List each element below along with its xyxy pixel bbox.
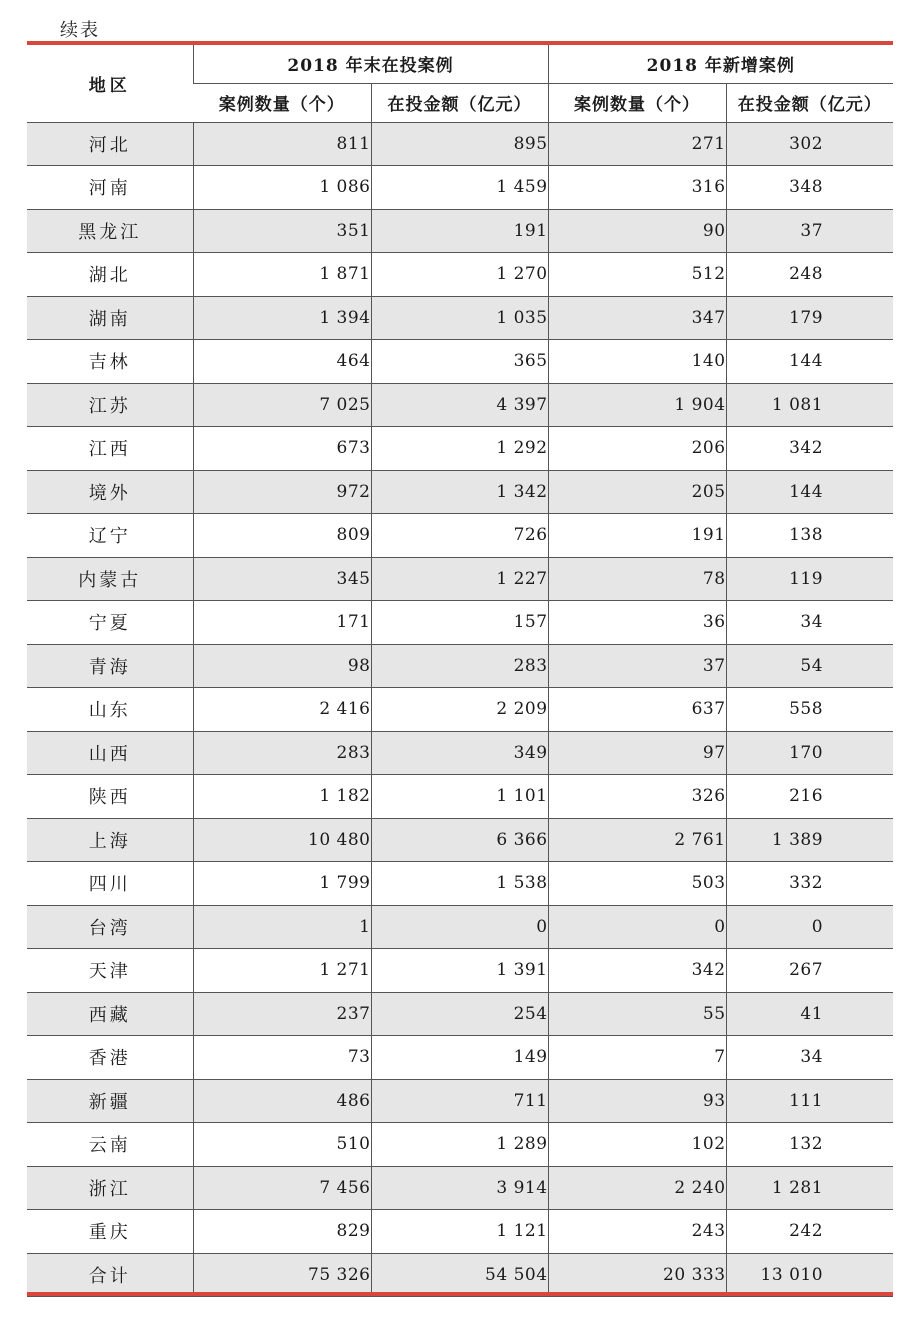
case-count-new-cell: 191 xyxy=(548,514,726,558)
region-cell: 宁夏 xyxy=(27,601,193,645)
amount-new-cell: 138 xyxy=(726,514,893,558)
case-count-new-cell: 102 xyxy=(548,1123,726,1167)
amount-end-cell: 1 121 xyxy=(371,1210,548,1254)
amount-end-cell: 1 270 xyxy=(371,253,548,297)
table-row xyxy=(27,688,893,732)
table-row xyxy=(27,601,893,645)
case-count-end-cell: 351 xyxy=(193,209,371,253)
table-row xyxy=(27,818,893,862)
amount-new-cell: 111 xyxy=(726,1079,893,1123)
region-cell: 合计 xyxy=(27,1253,193,1297)
amount-new-cell: 144 xyxy=(726,340,893,384)
region-cell: 浙江 xyxy=(27,1166,193,1210)
region-cell: 天津 xyxy=(27,949,193,993)
amount-new-cell: 558 xyxy=(726,688,893,732)
region-cell: 青海 xyxy=(27,644,193,688)
region-cell: 江苏 xyxy=(27,383,193,427)
case-count-new-cell: 7 xyxy=(548,1036,726,1080)
table-row xyxy=(27,731,893,775)
amount-new-cell: 248 xyxy=(726,253,893,297)
region-cell: 新疆 xyxy=(27,1079,193,1123)
case-count-new-cell: 36 xyxy=(548,601,726,645)
table-row xyxy=(27,296,893,340)
amount-new-cell: 242 xyxy=(726,1210,893,1254)
amount-end-cell: 2 209 xyxy=(371,688,548,732)
table-row xyxy=(27,209,893,253)
group-header-new-2018: 2018 年新增案例 xyxy=(548,45,893,83)
case-count-end-cell: 1 xyxy=(193,905,371,949)
case-count-new-cell: 503 xyxy=(548,862,726,906)
case-count-end-cell: 7 025 xyxy=(193,383,371,427)
subheader-case-count: 案例数量（个） xyxy=(548,83,726,122)
case-count-new-cell: 326 xyxy=(548,775,726,819)
case-count-new-cell: 2 240 xyxy=(548,1166,726,1210)
amount-end-cell: 1 459 xyxy=(371,166,548,210)
table-row xyxy=(27,949,893,993)
table-row xyxy=(27,1253,893,1297)
case-count-end-cell: 1 182 xyxy=(193,775,371,819)
table-body xyxy=(27,122,893,1297)
amount-new-cell: 332 xyxy=(726,862,893,906)
case-count-end-cell: 98 xyxy=(193,644,371,688)
case-count-end-cell: 811 xyxy=(193,122,371,166)
case-count-new-cell: 1 904 xyxy=(548,383,726,427)
amount-new-cell: 13 010 xyxy=(726,1253,893,1297)
table-row xyxy=(27,514,893,558)
amount-end-cell: 711 xyxy=(371,1079,548,1123)
amount-end-cell: 0 xyxy=(371,905,548,949)
region-cell: 湖北 xyxy=(27,253,193,297)
amount-end-cell: 1 227 xyxy=(371,557,548,601)
amount-new-cell: 34 xyxy=(726,1036,893,1080)
amount-end-cell: 6 366 xyxy=(371,818,548,862)
amount-end-cell: 365 xyxy=(371,340,548,384)
amount-new-cell: 41 xyxy=(726,992,893,1036)
amount-new-cell: 1 389 xyxy=(726,818,893,862)
table-row xyxy=(27,557,893,601)
amount-new-cell: 119 xyxy=(726,557,893,601)
case-count-new-cell: 243 xyxy=(548,1210,726,1254)
region-cell: 河北 xyxy=(27,122,193,166)
table-row xyxy=(27,1079,893,1123)
amount-end-cell: 349 xyxy=(371,731,548,775)
amount-new-cell: 132 xyxy=(726,1123,893,1167)
investment-cases-table xyxy=(27,45,893,1297)
amount-new-cell: 37 xyxy=(726,209,893,253)
table-row xyxy=(27,340,893,384)
amount-end-cell: 149 xyxy=(371,1036,548,1080)
amount-new-cell: 216 xyxy=(726,775,893,819)
amount-new-cell: 1 081 xyxy=(726,383,893,427)
region-cell: 内蒙古 xyxy=(27,557,193,601)
amount-end-cell: 1 035 xyxy=(371,296,548,340)
region-cell: 陕西 xyxy=(27,775,193,819)
case-count-end-cell: 345 xyxy=(193,557,371,601)
region-cell: 四川 xyxy=(27,862,193,906)
amount-end-cell: 54 504 xyxy=(371,1253,548,1297)
amount-end-cell: 1 289 xyxy=(371,1123,548,1167)
case-count-end-cell: 1 799 xyxy=(193,862,371,906)
amount-new-cell: 34 xyxy=(726,601,893,645)
table-row xyxy=(27,470,893,514)
case-count-new-cell: 78 xyxy=(548,557,726,601)
table-row xyxy=(27,1210,893,1254)
table-row xyxy=(27,1036,893,1080)
table-row xyxy=(27,427,893,471)
amount-end-cell: 1 342 xyxy=(371,470,548,514)
amount-end-cell: 1 292 xyxy=(371,427,548,471)
case-count-end-cell: 10 480 xyxy=(193,818,371,862)
case-count-new-cell: 342 xyxy=(548,949,726,993)
amount-new-cell: 144 xyxy=(726,470,893,514)
case-count-end-cell: 510 xyxy=(193,1123,371,1167)
case-count-new-cell: 637 xyxy=(548,688,726,732)
amount-end-cell: 157 xyxy=(371,601,548,645)
amount-end-cell: 254 xyxy=(371,992,548,1036)
region-cell: 香港 xyxy=(27,1036,193,1080)
amount-new-cell: 267 xyxy=(726,949,893,993)
table-row xyxy=(27,166,893,210)
region-cell: 河南 xyxy=(27,166,193,210)
amount-new-cell: 0 xyxy=(726,905,893,949)
region-cell: 黑龙江 xyxy=(27,209,193,253)
case-count-end-cell: 171 xyxy=(193,601,371,645)
region-cell: 境外 xyxy=(27,470,193,514)
amount-end-cell: 3 914 xyxy=(371,1166,548,1210)
case-count-end-cell: 1 871 xyxy=(193,253,371,297)
amount-end-cell: 283 xyxy=(371,644,548,688)
case-count-new-cell: 90 xyxy=(548,209,726,253)
table-row xyxy=(27,1123,893,1167)
case-count-end-cell: 237 xyxy=(193,992,371,1036)
region-cell: 西藏 xyxy=(27,992,193,1036)
case-count-end-cell: 809 xyxy=(193,514,371,558)
case-count-new-cell: 205 xyxy=(548,470,726,514)
table-row xyxy=(27,992,893,1036)
case-count-new-cell: 316 xyxy=(548,166,726,210)
region-cell: 吉林 xyxy=(27,340,193,384)
bottom-red-rule xyxy=(27,1292,893,1296)
case-count-end-cell: 1 394 xyxy=(193,296,371,340)
amount-end-cell: 1 538 xyxy=(371,862,548,906)
case-count-end-cell: 73 xyxy=(193,1036,371,1080)
region-cell: 云南 xyxy=(27,1123,193,1167)
table-row xyxy=(27,253,893,297)
amount-new-cell: 302 xyxy=(726,122,893,166)
region-cell: 江西 xyxy=(27,427,193,471)
subheader-investment-amount: 在投金额（亿元） xyxy=(371,83,548,122)
amount-end-cell: 1 101 xyxy=(371,775,548,819)
amount-new-cell: 342 xyxy=(726,427,893,471)
case-count-end-cell: 829 xyxy=(193,1210,371,1254)
case-count-new-cell: 2 761 xyxy=(548,818,726,862)
amount-end-cell: 895 xyxy=(371,122,548,166)
table-row xyxy=(27,1166,893,1210)
region-column-header: 地区 xyxy=(27,45,193,122)
subheader-case-count: 案例数量（个） xyxy=(193,83,371,122)
case-count-end-cell: 283 xyxy=(193,731,371,775)
case-count-new-cell: 271 xyxy=(548,122,726,166)
case-count-new-cell: 512 xyxy=(548,253,726,297)
amount-end-cell: 4 397 xyxy=(371,383,548,427)
amount-end-cell: 191 xyxy=(371,209,548,253)
case-count-end-cell: 7 456 xyxy=(193,1166,371,1210)
region-cell: 山西 xyxy=(27,731,193,775)
region-cell: 上海 xyxy=(27,818,193,862)
region-cell: 辽宁 xyxy=(27,514,193,558)
case-count-end-cell: 464 xyxy=(193,340,371,384)
case-count-end-cell: 2 416 xyxy=(193,688,371,732)
table-row xyxy=(27,862,893,906)
case-count-end-cell: 673 xyxy=(193,427,371,471)
case-count-new-cell: 20 333 xyxy=(548,1253,726,1297)
case-count-new-cell: 0 xyxy=(548,905,726,949)
case-count-end-cell: 1 271 xyxy=(193,949,371,993)
table-row xyxy=(27,644,893,688)
amount-new-cell: 54 xyxy=(726,644,893,688)
region-cell: 湖南 xyxy=(27,296,193,340)
table-row xyxy=(27,383,893,427)
region-cell: 山东 xyxy=(27,688,193,732)
amount-new-cell: 1 281 xyxy=(726,1166,893,1210)
case-count-new-cell: 93 xyxy=(548,1079,726,1123)
case-count-new-cell: 97 xyxy=(548,731,726,775)
amount-new-cell: 170 xyxy=(726,731,893,775)
table-row xyxy=(27,905,893,949)
amount-end-cell: 1 391 xyxy=(371,949,548,993)
table-row xyxy=(27,775,893,819)
amount-new-cell: 348 xyxy=(726,166,893,210)
case-count-new-cell: 206 xyxy=(548,427,726,471)
region-cell: 重庆 xyxy=(27,1210,193,1254)
case-count-new-cell: 37 xyxy=(548,644,726,688)
table-caption: 续表 xyxy=(60,20,100,41)
case-count-end-cell: 486 xyxy=(193,1079,371,1123)
amount-end-cell: 726 xyxy=(371,514,548,558)
table-row xyxy=(27,122,893,166)
group-header-end-2018: 2018 年末在投案例 xyxy=(193,45,548,83)
case-count-end-cell: 1 086 xyxy=(193,166,371,210)
subheader-investment-amount: 在投金额（亿元） xyxy=(726,83,893,122)
case-count-new-cell: 55 xyxy=(548,992,726,1036)
case-count-end-cell: 75 326 xyxy=(193,1253,371,1297)
case-count-end-cell: 972 xyxy=(193,470,371,514)
case-count-new-cell: 140 xyxy=(548,340,726,384)
case-count-new-cell: 347 xyxy=(548,296,726,340)
amount-new-cell: 179 xyxy=(726,296,893,340)
region-cell: 台湾 xyxy=(27,905,193,949)
